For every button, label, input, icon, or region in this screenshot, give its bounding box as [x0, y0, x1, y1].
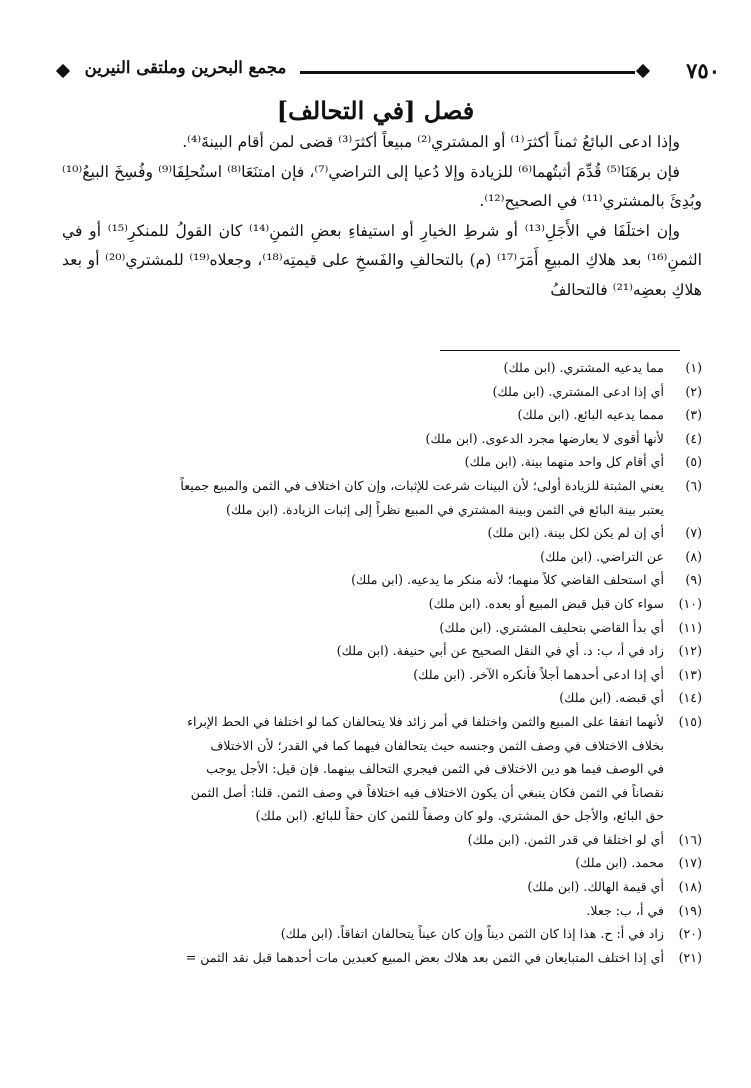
diamond-ornament-icon — [56, 64, 70, 78]
footnote — [62, 851, 702, 875]
footnote-line: محمد. (ابن ملك) — [575, 855, 664, 871]
footnote-number: (١٨) — [678, 879, 702, 895]
footnote-line: عن التراضي. (ابن ملك) — [540, 548, 664, 564]
footnote-text — [62, 899, 664, 923]
footnote — [62, 828, 702, 852]
footnote-number: (٣) — [685, 407, 702, 423]
footnote — [62, 403, 702, 427]
footnote-line: يعتبر بينة البائع في الثمن وبينة المشتري في المبيع نظراً إلى إثبات الزيادة. (ابن ملك) — [226, 501, 664, 517]
footnote-line: أي لو اختلفا في قدر الثمن. (ابن ملك) — [467, 831, 664, 847]
footnote-line: في أ، ب: جعلا. — [586, 902, 664, 918]
page-number: ٧٥٠ — [686, 58, 720, 83]
footnote — [62, 710, 702, 828]
footnote-text — [62, 616, 664, 640]
header-rule — [300, 71, 635, 74]
footnote — [62, 474, 702, 521]
footnote-text — [62, 474, 664, 521]
footnote-text — [62, 828, 664, 852]
footnote-number: (٢١) — [678, 949, 702, 965]
footnote-separator — [440, 350, 680, 351]
footnote-line: يعني المثبتة للزيادة أولى؛ لأن البينات شرعت للإثبات، وإن كان اختلاف في الثمن والمبيع جميعاً — [180, 477, 664, 493]
footnote — [62, 686, 702, 710]
footnote-line: أي استحلف القاضي كلاً منهما؛ لأنه منكر ما يدعيه. (ابن ملك) — [351, 572, 664, 588]
footnote-text — [62, 450, 664, 474]
footnote-line: أي قيمة الهالك. (ابن ملك) — [527, 879, 664, 895]
page-header — [30, 56, 720, 86]
footnote-line: حق البائع، والأجل حق المشتري. ولو كان وصفاً للثمن كان حقاً للبائع. (ابن ملك) — [255, 808, 664, 824]
body-paragraph: وإذا ادعى البائعُ ثمناً أكثرَ⁽¹⁾ أو المشتري⁽²⁾ مبيعاً أكثرَ⁽³⁾ قضى لمن أقام البينةَ⁽⁴⁾. — [182, 133, 680, 151]
footnote-text — [62, 403, 664, 427]
footnote-line: أي إذا ادعى أحدهما أجلاً فأنكره الآخر. (ابن ملك) — [413, 666, 664, 682]
footnote-line: بخلاف الاختلاف في وصف الثمن وجنسه حيث يتحالفان فيهما كما في القدر؛ لأن الاختلاف — [210, 737, 664, 753]
footnote-text — [62, 545, 664, 569]
footnote-number: (٢٠) — [678, 926, 702, 942]
footnote-line: أي إذا ادعى المشتري. (ابن ملك) — [492, 383, 664, 399]
footnote — [62, 639, 702, 663]
footnote — [62, 663, 702, 687]
footnote-line: في الوصف فيما هو دين الاختلاف في الثمن فيجري التحالف بينهما. فإن قيل: الأجل يوجب — [206, 761, 664, 777]
footnote-number: (٥) — [685, 454, 702, 470]
section-title: فصل [في التحالف] — [276, 96, 475, 125]
footnote-text — [62, 946, 664, 970]
footnote-line: ممما يدعيه البائع. (ابن ملك) — [517, 407, 664, 423]
footnote-number: (١٢) — [678, 643, 702, 659]
footnote — [62, 946, 702, 970]
footnote-line: زاد في أ: ح. هذا إذا كان الثمن ديناً وإن كان عيناً يتحالفان اتفاقاً. (ابن ملك) — [280, 926, 664, 942]
footnote-line: أي إن لم يكن لكل بينة. (ابن ملك) — [487, 525, 664, 541]
body-paragraph: وإن اختلَفَا في الأَجَلِ⁽¹³⁾ أو شرطِ الخيارِ أو استيفاءِ بعضِ الثمنِ⁽¹⁴⁾ كان القولُ للمنكرِ⁽¹⁵⁾ أو في الثمنِ⁽¹⁶⁾ بعد هلاكِ المبيعِ أَمَرَ⁽¹⁷⁾ (م) بالتحالفِ والفَسخِ على قيمتِه⁽¹⁸⁾، وجعلاه⁽¹⁹⁾ للمشتري⁽²⁰⁾ أو بعد هلاكِ بعضِه⁽²¹⁾ فالتحالفُ — [62, 221, 703, 299]
footnote-text — [62, 639, 664, 663]
footnote-line: مما يدعيه المشتري. (ابن ملك) — [503, 360, 664, 375]
footnote-text — [62, 568, 664, 592]
footnote-number: (١٧) — [678, 855, 702, 871]
footnote-number: (٨) — [685, 548, 702, 564]
footnote-line: لأنها أقوى لا يعارضها مجرد الدعوى. (ابن ملك) — [425, 430, 664, 446]
footnote-number: (١) — [685, 360, 702, 375]
footnote-text — [62, 922, 664, 946]
footnote-text — [62, 356, 664, 380]
footnote-text — [62, 592, 664, 616]
footnote — [62, 521, 702, 545]
footnote-number: (١٩) — [678, 902, 702, 918]
footnote-number: (١١) — [678, 619, 702, 635]
footnote-number: (٤) — [685, 430, 702, 446]
footnote-number: (٢) — [685, 383, 702, 399]
footnote-text — [62, 686, 664, 710]
footnote-text — [62, 663, 664, 687]
footnote-text — [62, 380, 664, 404]
footnote-number: (١٠) — [678, 595, 702, 611]
footnote — [62, 899, 702, 923]
footnote-number: (١٣) — [678, 666, 702, 682]
main-text — [62, 128, 702, 306]
footnote-text — [62, 710, 664, 828]
footnote — [62, 427, 702, 451]
footnote-line: أي قبضه. (ابن ملك) — [559, 690, 664, 706]
footnote-line: نقصاناً في الثمن فكان ينبغي أن يكون الاختلاف فيه اختلافاً في وصف الثمن. قلنا: أصل الثمن — [190, 784, 664, 800]
footnote-line: أي أقام كل واحد منهما بينة. (ابن ملك) — [464, 454, 664, 470]
footnote — [62, 592, 702, 616]
footnote-number: (١٦) — [678, 831, 702, 847]
footnote-line: زاد في أ، ب: د. أي في النقل الصحيح عن أبي حنيفة. (ابن ملك) — [336, 643, 664, 659]
footnote-line: أي بدأ القاضي بتحليف المشتري. (ابن ملك) — [439, 619, 664, 635]
footnote-text — [62, 875, 664, 899]
footnote — [62, 616, 702, 640]
footnote-text — [62, 851, 664, 875]
footnote-line: أي إذا اختلف المتبايعان في الثمن بعد هلاك بعض المبيع كعبدين مات أحدهما قبل نقد الثمن = — [185, 949, 664, 965]
footnote-text — [62, 427, 664, 451]
footnote-number: (١٥) — [678, 713, 702, 729]
footnote — [62, 922, 702, 946]
footnote-number: (٦) — [685, 477, 702, 493]
footnote — [62, 356, 702, 380]
footnote — [62, 875, 702, 899]
footnote-number: (٩) — [685, 572, 702, 588]
diamond-ornament-icon — [636, 64, 650, 78]
footnote-text — [62, 521, 664, 545]
footnote-number: (٧) — [685, 525, 702, 541]
footnote — [62, 450, 702, 474]
footnote — [62, 545, 702, 569]
footnote-line: سواء كان قبل قبض المبيع أو بعده. (ابن ملك) — [428, 595, 664, 611]
book-title: مجمع البحرين وملتقى النيرين — [84, 58, 287, 77]
footnote — [62, 568, 702, 592]
footnote — [62, 380, 702, 404]
footnotes — [62, 356, 702, 969]
footnote-number: (١٤) — [678, 690, 702, 706]
body-paragraph: فإن برهَنَا⁽⁵⁾ قُدِّمَ أثبتُهما⁽⁶⁾ للزيادة وإلا دُعيا إلى التراضي⁽⁷⁾، فإن امتنَعَا⁽⁸⁾ استُحلِفَا⁽⁹⁾ وفُسِخَ البيعُ⁽¹⁰⁾ وبُدِئَ بالمشتري⁽¹¹⁾ في الصحيح⁽¹²⁾. — [62, 162, 702, 211]
footnote-line: لأنهما اتفقا على المبيع والثمن واختلفا في أمر زائد فلا يتحالفان كما لو اختلفا في الحط الإبراء — [187, 713, 664, 729]
